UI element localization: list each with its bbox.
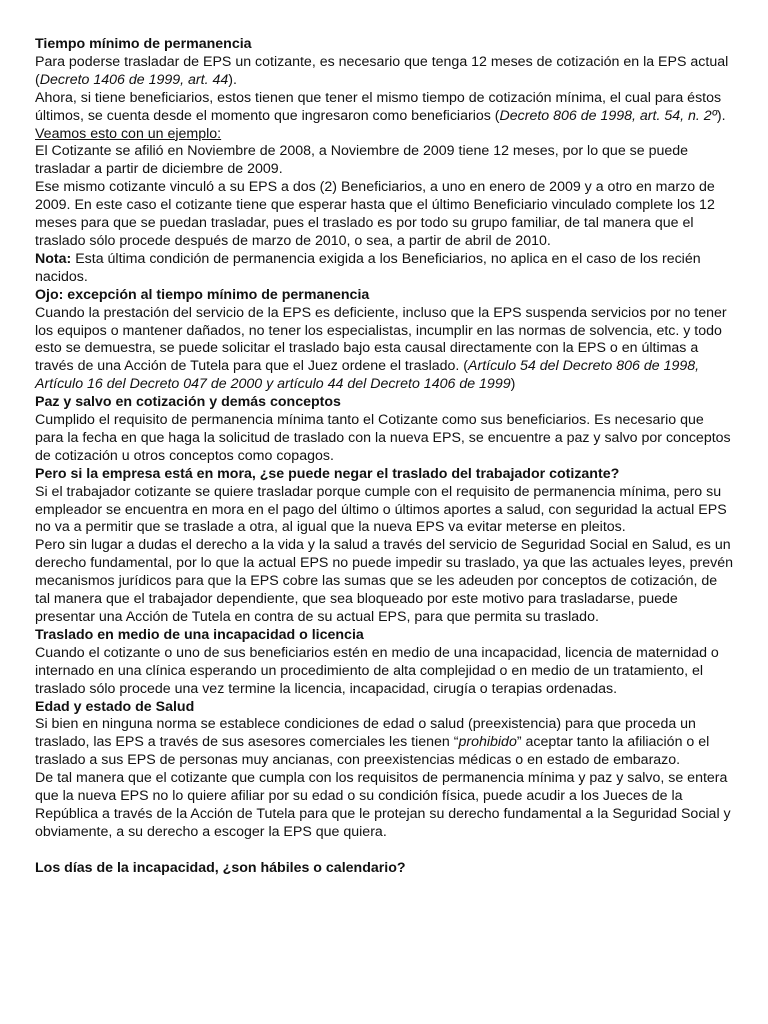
paragraph-text: Ahora, si tiene beneficiarios, estos tienen que tener el mismo tiempo de cotización mínima, el cual para éstos últimos, se cuenta desde el momento que ingresaron como beneficiarios ( bbox=[35, 89, 722, 124]
heading-dias-incapacidad: Los días de la incapacidad, ¿son hábiles o calendario? bbox=[35, 859, 406, 876]
note-label: Nota: bbox=[35, 250, 72, 267]
paragraph-paz-y-salvo: Cumplido el requisito de permanencia mínima tanto el Cotizante como sus beneficiarios. Es necesario que para la fecha en que haga la solicitud de traslado con la nueva EPS, se encuentre a paz y salvo por conceptos de cotización u otros conceptos como copagos. bbox=[35, 412, 731, 464]
legal-reference: Decreto 1406 de 1999, art. 44 bbox=[39, 71, 229, 88]
paragraph-note bbox=[35, 251, 735, 287]
paragraph-text: ). bbox=[228, 71, 237, 88]
heading-ojo: Ojo: excepción al tiempo mínimo de permanencia bbox=[35, 286, 370, 303]
paragraph-text: ” aceptar tanto la afiliación o el traslado a sus EPS de personas muy ancianas, con preexistencias médicas o en estado de embarazo. bbox=[35, 734, 710, 769]
legal-reference: Decreto 806 de 1998, art. 54, n. 2º bbox=[499, 107, 717, 124]
heading-paz-y-salvo: Paz y salvo en cotización y demás conceptos bbox=[35, 394, 341, 411]
blank-line bbox=[35, 842, 735, 860]
paragraph-permanencia-1 bbox=[35, 54, 735, 90]
paragraph-mora-2: Pero sin lugar a dudas el derecho a la vida y la salud a través del servicio de Seguridad Social en Salud, es un derecho fundamental, por lo que la actual EPS no puede impedir su traslado, ya que las actuales leyes, prevén mecanismos jurídicos para que la EPS cobre las sumas que se les adeuden por conceptos de cotización, de tal manera que el trabajador dependiente, que sea bloqueado por este motivo para trasladarse, puede presentar una Acción de Tutela en contra de su actual EPS, para que permita su traslado. bbox=[35, 537, 733, 625]
paragraph-edad-2: De tal manera que el cotizante que cumpla con los requisitos de permanencia mínima y paz y salvo, se entera que la nueva EPS no lo quiere afiliar por su edad o su condición física, puede acudir a los Jueces de la República a través de la Acción de Tutela para que le protejan su derecho fundamental a la Seguridad Social y obviamente, a su derecho a escoger la EPS que quiera. bbox=[35, 770, 731, 840]
emphasis-text: prohibido bbox=[458, 734, 517, 751]
paragraph-text: Si bien en ninguna norma se establece condiciones de edad o salud (preexistencia) para que proceda un traslado, las EPS a través de sus asesores comerciales les tienen “ bbox=[35, 716, 696, 751]
example-label: Veamos esto con un ejemplo: bbox=[35, 125, 222, 142]
paragraph-text: Cuando la prestación del servicio de la EPS es deficiente, incluso que la EPS suspenda servicios por no tener los equipos o mantener dañados, no tener los especialistas, incumplir en las normas de solvencia, etc. y todo esto se demuestra, se puede solicitar el traslado bajo esta causal directamente con la EPS o en últimas a través de una Acción de Tutela para que el Juez ordene el traslado. ( bbox=[35, 304, 727, 375]
paragraph-permanencia-2 bbox=[35, 90, 735, 126]
paragraph-text: Para poderse trasladar de EPS un cotizante, es necesario que tenga 12 meses de cotización en la EPS actual ( bbox=[35, 53, 729, 88]
paragraph-mora-1: Si el trabajador cotizante se quiere trasladar porque cumple con el requisito de permanencia mínima, pero su empleador se encuentra en mora en el pago del último o últimos aportes a salud, con seguridad la actual EPS no va a permitir que se traslade a otra, al igual que la nueva EPS va evitar meterse en pleitos. bbox=[35, 483, 727, 536]
heading-edad-salud: Edad y estado de Salud bbox=[35, 698, 195, 715]
paragraph-text: ) bbox=[510, 376, 516, 393]
heading-mora: Pero si la empresa está en mora, ¿se puede negar el traslado del trabajador cotizante? bbox=[35, 465, 620, 482]
document-page bbox=[35, 36, 735, 878]
heading-permanencia: Tiempo mínimo de permanencia bbox=[35, 36, 252, 52]
note-text: Esta última condición de permanencia exigida a los Beneficiarios, no aplica en el caso de los recién nacidos. bbox=[35, 250, 701, 285]
paragraph-edad-1 bbox=[35, 716, 735, 770]
legal-reference: Artículo 54 del Decreto 806 de 1998, Artículo 16 del Decreto 047 de 2000 y artículo 44 del Decreto 1406 de 1999 bbox=[35, 358, 700, 393]
heading-incapacidad: Traslado en medio de una incapacidad o licencia bbox=[35, 626, 364, 643]
paragraph-incapacidad: Cuando el cotizante o uno de sus beneficiarios estén en medio de una incapacidad, licencia de maternidad o internado en una clínica esperando un procedimiento de alta complejidad o en medio de un tratamiento, el traslado sólo procede una vez termine la licencia, incapacidad, cirugía o terapias ordenadas. bbox=[35, 644, 719, 697]
paragraph-example-2: Ese mismo cotizante vinculó a su EPS a dos (2) Beneficiarios, a uno en enero de 2009 y a otro en marzo de 2009. En este caso el cotizante tiene que esperar hasta que el último Beneficiario vinculado complete los 12 meses para que se puedan trasladar, pues el traslado es por todo su grupo familiar, de tal manera que el traslado sólo procede después de marzo de 2010, o sea, a partir de abril de 2010. bbox=[35, 179, 715, 249]
paragraph-text: ). bbox=[716, 107, 726, 124]
paragraph-ojo bbox=[35, 305, 735, 395]
paragraph-example-1: El Cotizante se afilió en Noviembre de 2008, a Noviembre de 2009 tiene 12 meses, por lo que se puede trasladar a partir de diciembre de 2009. bbox=[35, 143, 689, 178]
